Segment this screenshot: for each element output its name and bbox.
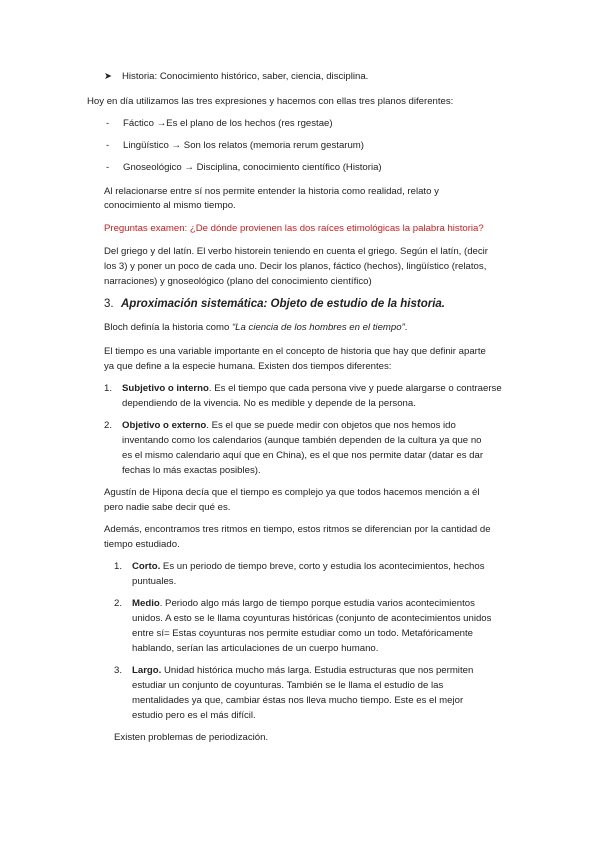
rhythm-2-line-3: entre sí= Estas coyunturas nos permite estudiar como un todo. Metafóricamente [132, 628, 474, 639]
dash-marker-3: - [106, 162, 110, 173]
relate-para-line-2: conocimiento al mismo tiempo. [104, 200, 236, 211]
relate-para-line-1: Al relacionarse entre sí nos permite entender la historia como realidad, relato y [104, 186, 439, 197]
intro-line: Hoy en día utilizamos las tres expresiones y hacemos con ellas tres planos diferentes: [87, 96, 454, 107]
dash-marker-2: - [106, 140, 110, 151]
rhythm-3-line-2: estudiar un conjunto de coyunturas. También se le llama el estudio de las [132, 680, 444, 691]
rhythm-2-number: 2. [114, 598, 123, 609]
rhythm-2-term: Medio [132, 598, 160, 609]
rhythm-3-number: 3. [114, 665, 123, 676]
time-item-2-line-1: Objetivo o externo. Es el que se puede medir con objetos que nos hemos ido [122, 420, 456, 431]
time-item-1-term: Subjetivo o interno [122, 383, 209, 394]
bloch-quote: “La ciencia de los hombres en el tiempo” [231, 322, 405, 333]
answer-line-1: Del griego y del latín. El verbo historein teniendo en cuenta el griego. Según el latín, (decir [104, 246, 488, 257]
exam-question: Preguntas examen: ¿De dónde provienen las dos raíces etimológicas la palabra historia? [104, 223, 484, 234]
closing-line: Existen problemas de periodización. [114, 732, 269, 743]
rhythms-para-line-1: Además, encontramos tres ritmos en tiempo, estos ritmos se diferencian por la cantidad de [104, 524, 491, 535]
time-item-2-line-3: es el mismo calendario aquí que en China), es el que nos permite datar (datar es dar [122, 450, 484, 461]
time-item-2-term: Objetivo o externo [122, 420, 207, 431]
rhythm-3-term: Largo. [132, 665, 162, 676]
rhythm-3-line-3: mentalidades ya que, cambiar éstas nos lleva mucho tiempo. Este es el mejor [132, 695, 464, 706]
section-number: 3. [104, 298, 114, 310]
answer-line-2: los 3) y poner un poco de cada uno. Decir los planos, fáctico (hechos), lingüístico (relatos, [104, 261, 487, 272]
plane-factico: Fáctico →Es el plano de los hechos (res rgestae) [123, 118, 333, 129]
plane-linguistico: Lingüístico → Son los relatos (memoria rerum gestarum) [123, 140, 364, 151]
answer-line-3: narraciones) y gnoseológico (plano del conocimiento científico) [104, 276, 372, 287]
time-item-1-line-1: Subjetivo o interno. Es el tiempo que cada persona vive y puede alargarse o contraerse [122, 383, 502, 394]
rhythm-2-line-2: unidos. A esto se le llama coyunturas históricas (conjunto de acontecimientos unidos [132, 613, 492, 624]
plane-gnoseologico: Gnoseológico → Disciplina, conocimiento científico (Historia) [123, 162, 382, 173]
bullet-historia-text: Historia: Conocimiento histórico, saber, ciencia, disciplina. [122, 71, 369, 82]
rhythm-1-number: 1. [114, 561, 123, 572]
rhythm-2-line-1: Medio. Periodo algo más largo de tiempo porque estudia varios acontecimientos [132, 598, 475, 609]
time-item-2-line-4: fechas lo más exactas posibles). [122, 465, 261, 476]
section-title: Aproximación sistemática: Objeto de estudio de la historia. [121, 298, 445, 310]
arrow-bullet-icon: ➤ [104, 71, 113, 82]
time-item-1-number: 1. [104, 383, 113, 394]
rhythm-1-line-2: puntuales. [132, 576, 177, 587]
time-item-2-line-2: inventando como los calendarios (aunque también dependen de la cultura ya que no [122, 435, 482, 446]
time-item-1-line-2: dependiendo de la vivencia. No es medible y depende de la persona. [122, 398, 416, 409]
rhythm-3-line-4: estudio pero es el más difícil. [132, 710, 256, 721]
rhythm-1-line-1: Corto. Es un periodo de tiempo breve, corto y estudia los acontecimientos, hechos [132, 561, 485, 572]
rhythm-2-line-4: hablando, serían las articulaciones de un cuerpo humano. [132, 643, 379, 654]
agustin-line-2: pero nadie sabe decir qué es. [104, 502, 231, 513]
bloch-line [104, 322, 407, 334]
rhythms-para-line-2: tiempo estudiado. [104, 539, 180, 550]
rhythm-3-line-1: Largo. Unidad histórica mucho más larga. Estudia estructuras que nos permiten [132, 665, 474, 676]
bloch-prefix: Bloch definía la historia como [104, 322, 232, 333]
time-item-2-number: 2. [104, 420, 113, 431]
rhythm-1-term: Corto. [132, 561, 161, 572]
agustin-line-1: Agustín de Hipona decía que el tiempo es complejo ya que todos hacemos mención a él [104, 487, 480, 498]
time-para-line-2: ya que define a la especie humana. Existen dos tiempos diferentes: [104, 361, 392, 372]
dash-marker-1: - [106, 118, 110, 129]
bloch-suffix: . [404, 322, 408, 333]
time-para-line-1: El tiempo es una variable importante en el concepto de historia que hay que definir aparte [104, 346, 486, 357]
